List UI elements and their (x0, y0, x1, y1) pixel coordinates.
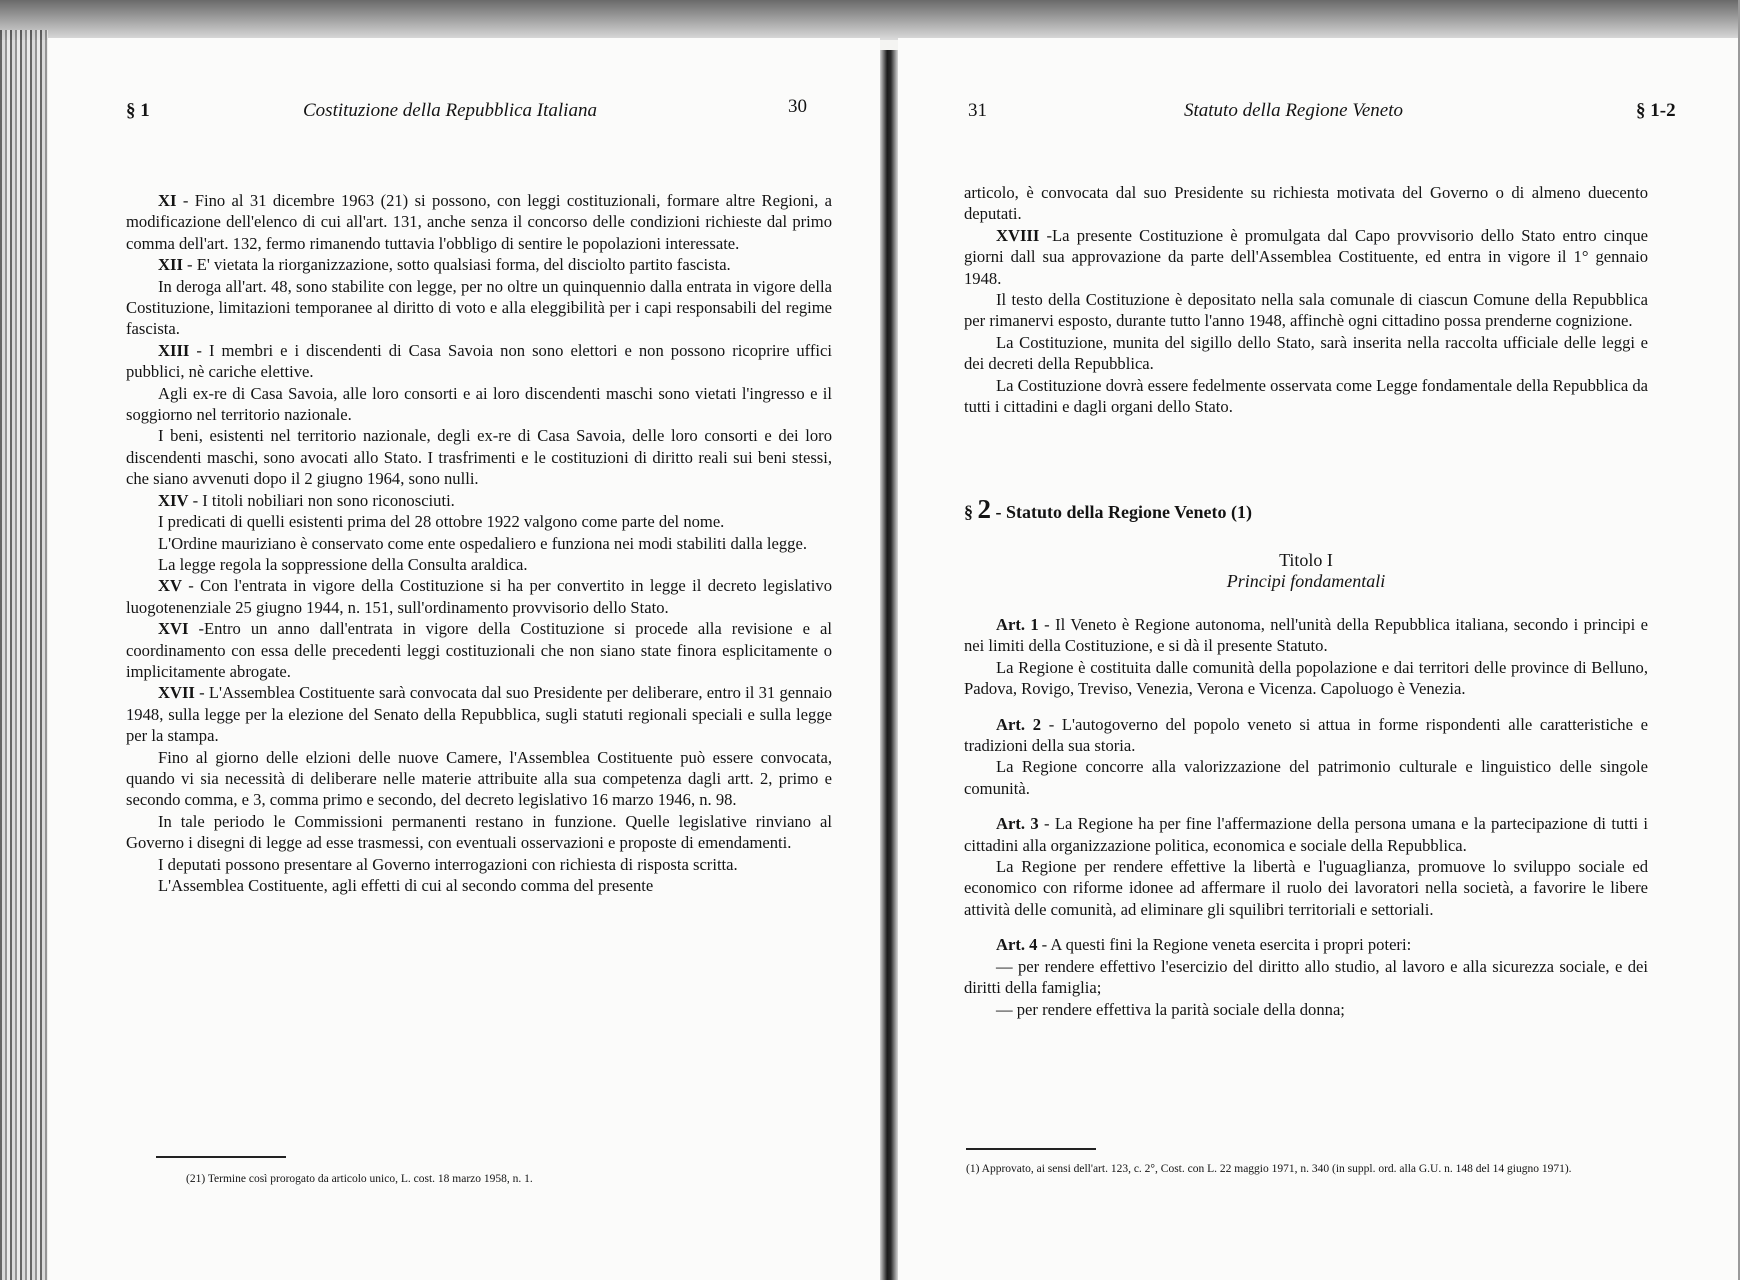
book-gutter (880, 50, 898, 1280)
titolo-subtitle: Principi fondamentali (1226, 571, 1386, 591)
article-gap (964, 799, 1648, 813)
section-heading (964, 494, 1252, 525)
right-page-number: 31 (968, 100, 987, 121)
paragraph-text: Agli ex-re di Casa Savoia, alle loro consorti e ai loro discendenti maschi sono vietati l'ingresso e il soggiorno nel territorio nazionale. (126, 383, 832, 425)
paragraph-text: La Regione per rendere effettive la libertà e l'uguaglianza, promuove lo sviluppo sociale ed economico con riforme idonee ad affermare il ruolo dei lavoratori nella società, a favorire le libere attività delle comunità, ad eliminare gli squilibri territoriali e settoriali. (964, 857, 1648, 919)
paragraph-text: L'Assemblea Costituente, agli effetti di cui al secondo comma del presente (158, 876, 654, 895)
paragraph-label: Art. 4 (996, 935, 1038, 955)
right-footnote-rule (966, 1148, 1096, 1150)
paragraph-label: Art. 1 (996, 615, 1039, 634)
paragraph-text: In tale periodo le Commissioni permanenti restano in funzione. Quelle legislative rinviano al Governo i disegni di legge ad esse trasmessi, con eventuali osservazioni e proposte di emendamenti. (126, 811, 832, 853)
article-paragraph (964, 856, 1648, 920)
paragraph-text: - I titoli nobiliari non sono riconosciuti. (188, 490, 455, 510)
paragraph-label: Art. 2 (996, 714, 1042, 734)
article-paragraph (964, 934, 1648, 955)
paragraph-text: -La presente Costituzione è promulgata dal Capo provvisorio dello Stato entro cinque giorni dall sua approvazione da parte dell'Assemblea Costituente, ed entra in vigore il 1° gennaio 1948. (964, 225, 1648, 288)
left-paragraph (126, 875, 832, 896)
right-articles (964, 614, 1648, 1020)
paragraph-text: -Entro un anno dall'entrata in vigore della Costituzione si procede alla revisione e al coordinamento con essa delle precedenti leggi costituzionali che non siano state finora esplicitamente o implicitamente abrogate. (126, 619, 832, 681)
right-paragraph (964, 375, 1648, 418)
right-top-text (964, 182, 1648, 417)
left-paragraph (126, 511, 832, 532)
paragraph-text: I predicati di quelli esistenti prima del 28 ottobre 1922 valgono come parte del nome. (158, 512, 725, 532)
paragraph-text: - Il Veneto è Regione autonoma, nell'unità della Repubblica italiana, secondo i principi e nei limiti della Costituzione, e si dà il presente Statuto. (964, 615, 1648, 656)
scanner-top-band (0, 0, 1755, 40)
left-paragraph (126, 425, 832, 489)
paragraph-label: Art. 3 (996, 814, 1039, 834)
left-paragraph (126, 533, 832, 554)
right-footnote: (1) Approvato, ai sensi dell'art. 123, c. 2°, Cost. con L. 22 maggio 1971, n. 340 (in suppl. ord. alla G.U. n. 148 del 14 giugno 1971). (966, 1163, 1572, 1175)
right-paragraph (964, 182, 1648, 225)
paragraph-text: - I membri e i discendenti di Casa Savoia non sono elettori e non possono ricoprire uffici pubblici, nè cariche elettive. (126, 340, 832, 382)
paragraph-text: Il testo della Costituzione è depositato nella sala comunale di ciascun Comune della Repubblica per rimanervi esposto, durante tutto l'anno 1948, affinchè ogni cittadino possa prenderne cognizione. (964, 290, 1648, 331)
left-paragraph (126, 575, 832, 618)
paragraph-text: I beni, esistenti nel territorio nazionale, degli ex-re di Casa Savoia, delle loro consorti e dei loro discendenti maschi, sono avocati allo Stato. I trasfrimenti e le costituzioni di diritto reali sui beni stessi, che siano avvenuti dopo il 2 giugno 1964, sono nulli. (126, 426, 832, 489)
paragraph-label: XI (158, 191, 177, 210)
paragraph-text: - Fino al 31 dicembre 1963 (21) si possono, con leggi costituzionali, formare altre Regioni, a modificazione dell'elenco di cui all'art. 131, anche senza il concorso delle condizioni richieste dal primo comma dell'art. 132, fermo rimanendo tuttavia l'obbligo di sentire le popolazioni interessate. (126, 191, 832, 253)
left-page-number: 30 (788, 96, 807, 117)
right-paragraph (964, 225, 1648, 289)
book-right-edge (1738, 0, 1755, 1280)
section-title: - Statuto della Regione Veneto (1) (991, 502, 1252, 522)
article-paragraph (964, 714, 1648, 757)
left-paragraph (126, 682, 832, 746)
paragraph-text: - E' vietata la riorganizzazione, sotto qualsiasi forma, del disciolto partito fascista. (182, 255, 731, 275)
left-footnote-rule (156, 1156, 286, 1158)
titolo-number: Titolo I (1279, 550, 1333, 570)
paragraph-label: XVIII (996, 225, 1040, 245)
right-running-title: Statuto della Regione Veneto (1184, 100, 1403, 121)
left-paragraph (126, 490, 832, 511)
article-paragraph (964, 999, 1648, 1020)
right-paragraph (964, 332, 1648, 375)
left-paragraph (126, 747, 832, 811)
left-running-title: Costituzione della Repubblica Italiana (303, 100, 597, 121)
paragraph-label: XV (158, 576, 182, 596)
section-symbol: § (964, 502, 973, 522)
article-paragraph (964, 657, 1648, 700)
left-paragraph (126, 854, 832, 875)
article-paragraph (964, 614, 1648, 657)
titolo-heading (964, 550, 1648, 592)
left-section-mark: § 1 (126, 100, 150, 121)
left-paragraph (126, 383, 832, 426)
paragraph-text: L'Ordine mauriziano è conservato come ente ospedaliero e funziona nei modi stabiliti dalla legge. (158, 533, 807, 553)
right-page (898, 38, 1738, 1280)
paragraph-text: - La Regione ha per fine l'affermazione della persona umana e la partecipazione di tutti i cittadini alla organizzazione politica, economica e sociale della Repubblica. (964, 814, 1649, 855)
paragraph-text: La Regione concorre alla valorizzazione del patrimonio culturale e linguistico delle singole comunità. (964, 757, 1648, 798)
left-paragraph (126, 254, 832, 275)
paragraph-text: — per rendere effettivo l'esercizio del diritto allo studio, al lavoro e alla sicurezza sociale, e dei diritti della famiglia; (964, 956, 1648, 998)
paragraph-text: In deroga all'art. 48, sono stabilite con legge, per no oltre un quinquennio dalla entrata in vigore della Costituzione, limitazioni temporanee al diritto di voto e alla eleggibilità per i capi responsabili del regime fascista. (126, 276, 832, 339)
article-gap (964, 920, 1648, 934)
paragraph-text: - Con l'entrata in vigore della Costituzione si ha per convertito in legge il decreto legislativo luogotenenziale 25 giugno 1944, n. 151, sull'ordinamento provvisorio dello Stato. (126, 576, 832, 617)
left-footnote: (21) Termine così prorogato da articolo unico, L. cost. 18 marzo 1958, n. 1. (186, 1173, 533, 1185)
left-paragraph (126, 190, 832, 254)
article-gap (964, 700, 1648, 714)
paragraph-label: XII (158, 255, 183, 275)
paragraph-text: La Costituzione dovrà essere fedelmente osservata come Legge fondamentale della Repubblica da tutti i cittadini e dagli organi dello Stato. (964, 375, 1648, 417)
paragraph-text: articolo, è convocata dal suo Presidente su richiesta motivata del Governo o di almeno duecento deputati. (964, 183, 1648, 224)
right-paragraph (964, 289, 1648, 332)
paragraph-label: XVI (158, 619, 189, 639)
paragraph-label: XIV (158, 490, 189, 510)
paragraph-text: — per rendere effettiva la parità sociale della donna; (996, 999, 1345, 1019)
paragraph-text: - A questi fini la Regione veneta esercita i propri poteri: (1037, 935, 1412, 955)
paragraph-text: La Regione è costituita dalle comunità della popolazione e dai territori delle province di Belluno, Padova, Rovigo, Treviso, Venezia, Verona e Vicenza. Capoluogo è Venezia. (964, 657, 1648, 699)
left-paragraph (126, 340, 832, 383)
left-paragraph (126, 276, 832, 340)
paragraph-text: - L'Assemblea Costituente sarà convocata dal suo Presidente per deliberare, entro il 31 gennaio 1948, sulla legge per la elezione del Senato della Repubblica, sugli statuti regionali speciali e sulla legge per la stampa. (126, 683, 832, 746)
paragraph-label: XIII (158, 340, 190, 360)
left-paragraph (126, 618, 832, 682)
paragraph-text: Fino al giorno delle elzioni delle nuove Camere, l'Assemblea Costituente può essere convocata, quando vi sia necessità di deliberare nelle materie attribuite alla sua competenza dagli artt. 2, primo e secondo comma, e 3, comma primo e secondo, del decreto legislativo 16 marzo 1946, n. 98. (126, 747, 832, 810)
article-paragraph (964, 813, 1648, 856)
paragraph-text: La legge regola la soppressione della Consulta araldica. (158, 554, 528, 574)
left-paragraph (126, 811, 832, 854)
right-section-mark: § 1-2 (1636, 100, 1676, 121)
paragraph-text: La Costituzione, munita del sigillo dello Stato, sarà inserita nella raccolta ufficiale delle leggi e dei decreti della Repubblica. (964, 332, 1648, 374)
article-paragraph (964, 956, 1648, 999)
section-number: 2 (977, 494, 991, 524)
left-body-text (126, 190, 832, 896)
paragraph-text: I deputati possono presentare al Governo interrogazioni con richiesta di risposta scritta. (158, 854, 738, 874)
left-paragraph (126, 554, 832, 575)
article-paragraph (964, 756, 1648, 799)
paragraph-text: - L'autogoverno del popolo veneto si attua in forme rispondenti alle caratteristiche e tradizioni della sua storia. (964, 714, 1649, 756)
book-left-edge (0, 30, 48, 1280)
paragraph-label: XVII (158, 683, 195, 703)
left-page (48, 38, 880, 1280)
